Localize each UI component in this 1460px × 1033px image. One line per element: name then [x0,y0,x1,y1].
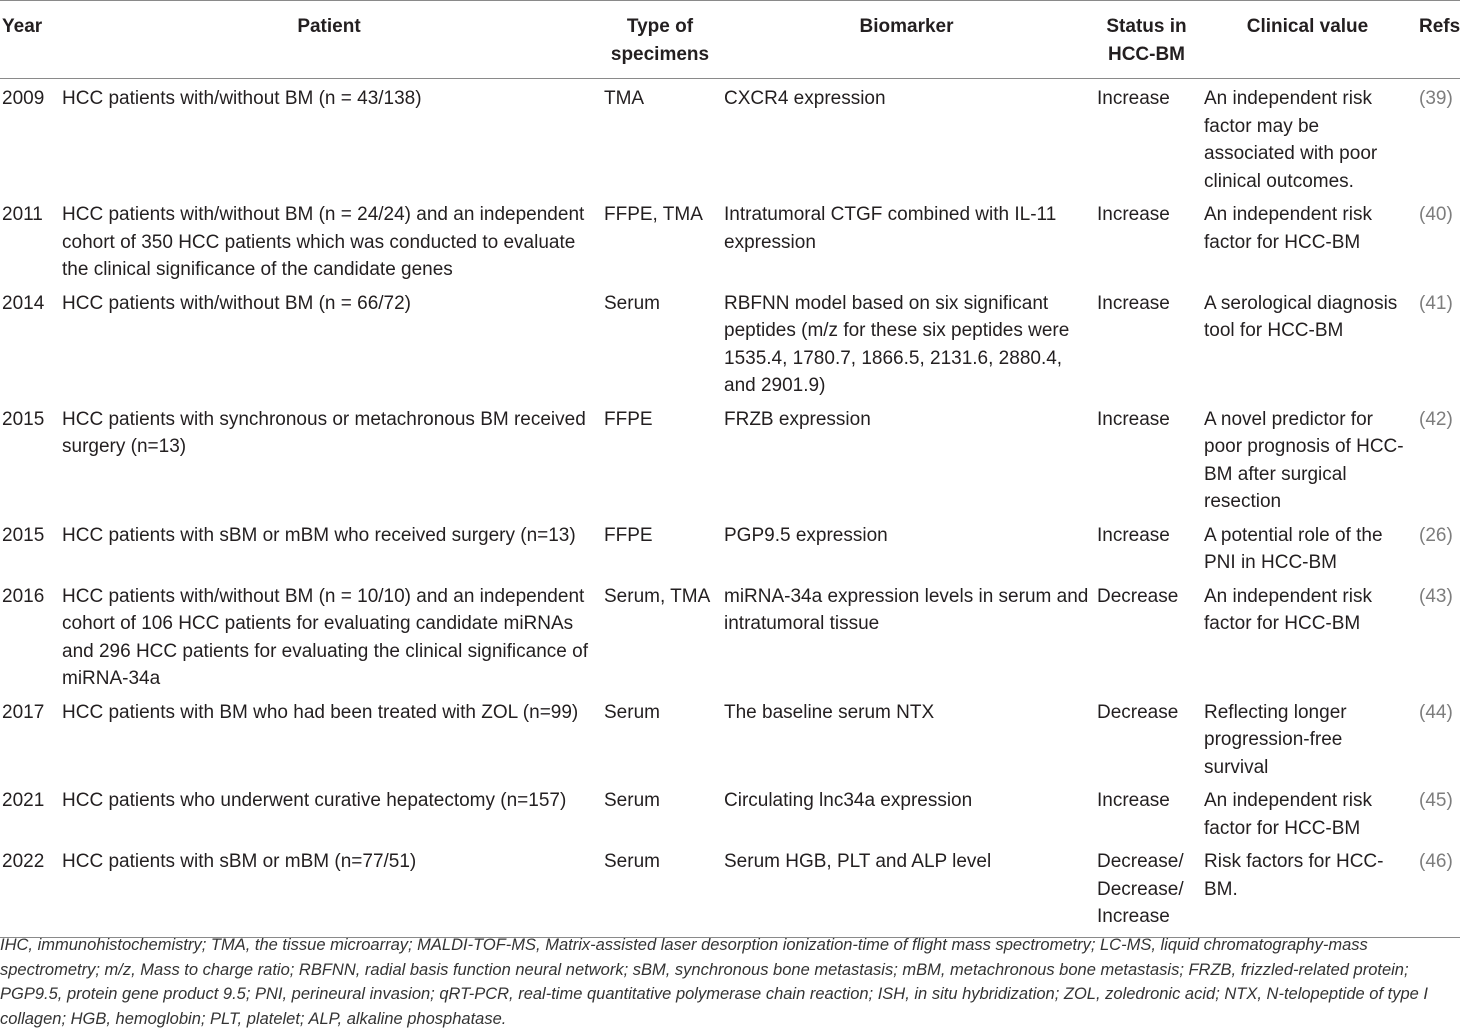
cell-refs: (26) [1419,524,1453,546]
header-refs: Refs [1419,16,1460,37]
cell-refs: (40) [1419,204,1453,225]
cell-refs: (39) [1419,88,1453,109]
cell-biomarker: Intratumoral CTGF combined with IL-11 expression [724,204,1057,253]
cell-year: 2015 [2,524,45,546]
cell-type: FFPE [604,524,653,546]
cell-patient: HCC patients with synchronous or metachronous BM received surgery (n=13) [62,408,586,457]
cell-status: Increase [1097,292,1170,314]
cell-status: Decrease [1097,701,1179,723]
cell-status: Increase [1097,790,1170,811]
cell-type: Serum [604,292,660,314]
cell-patient: HCC patients with BM who had been treated with ZOL (n=99) [62,701,579,723]
table-row [0,400,1460,516]
header-status: Status in HCC-BM [1106,16,1187,65]
table-row [0,516,1460,577]
cell-biomarker: miRNA-34a expression levels in serum and intratumoral tissue [724,585,1089,634]
cell-year: 2015 [2,408,45,430]
cell-clinical-value: An independent risk factor for HCC-BM [1204,204,1372,253]
cell-biomarker: RBFNN model based on six significant peptides (m/z for these six peptides were 1535.4, 1780.7, 1866.5, 2131.6, 2880.4, and 2901.9) [724,292,1070,396]
cell-biomarker: PGP9.5 expression [724,524,888,546]
cell-clinical-value: An independent risk factor for HCC-BM [1204,790,1372,839]
cell-patient: HCC patients with/without BM (n = 43/138) [62,88,422,109]
table-row [0,577,1460,693]
cell-year: 2011 [2,204,43,225]
cell-biomarker: Serum HGB, PLT and ALP level [724,851,992,872]
table-header [0,1,1460,79]
cell-refs: (44) [1419,701,1453,723]
cell-refs: (46) [1419,851,1453,872]
header-biomarker: Biomarker [859,16,954,37]
cell-type: TMA [604,88,645,109]
cell-clinical-value: An independent risk factor for HCC-BM [1204,585,1372,634]
cell-status: Increase [1097,524,1170,546]
cell-biomarker: The baseline serum NTX [724,701,935,723]
cell-year: 2022 [2,851,45,872]
cell-patient: HCC patients who underwent curative hepatectomy (n=157) [62,790,567,811]
cell-refs: (42) [1419,408,1453,430]
cell-patient: HCC patients with sBM or mBM (n=77/51) [62,851,417,872]
cell-patient: HCC patients with/without BM (n = 66/72) [62,292,412,314]
cell-status: Increase [1097,88,1170,109]
cell-biomarker: FRZB expression [724,408,871,430]
cell-patient: HCC patients with/without BM (n = 10/10) and an independent cohort of 106 HCC patients for evaluating candidate miRNAs and 296 HCC patients for evaluating the clinical significance of miRNA-34a [62,585,588,689]
header-clinical-value: Clinical value [1246,16,1369,37]
table-body [0,79,1460,938]
cell-clinical-value: An independent risk factor may be associated with poor clinical outcomes. [1204,88,1378,192]
cell-clinical-value: Risk factors for HCC-BM. [1204,851,1384,900]
cell-refs: (43) [1419,585,1453,607]
header-type: Type of specimens [610,16,710,65]
header-patient: Patient [297,16,361,37]
cell-biomarker: Circulating lnc34a expression [724,790,973,811]
cell-refs: (41) [1419,292,1453,314]
cell-year: 2017 [2,701,45,723]
cell-type: Serum [604,790,660,811]
table-row [0,693,1460,782]
cell-refs: (45) [1419,790,1453,811]
cell-clinical-value: A potential role of the PNI in HCC-BM [1204,524,1383,573]
cell-patient: HCC patients with sBM or mBM who received surgery (n=13) [62,524,576,546]
cell-status: Decrease [1097,585,1179,607]
cell-type: FFPE [604,408,653,430]
cell-status: Increase [1097,204,1170,225]
cell-clinical-value: A serological diagnosis tool for HCC-BM [1204,292,1398,341]
cell-clinical-value: Reflecting longer progression-free survival [1204,701,1347,778]
cell-status: Decrease/ Decrease/ Increase [1097,851,1184,927]
table-row [0,284,1460,400]
cell-clinical-value: A novel predictor for poor prognosis of HCC-BM after surgical resection [1204,408,1404,512]
cell-year: 2016 [2,585,45,607]
cell-type: Serum [604,851,660,872]
cell-type: FFPE, TMA [604,204,703,225]
cell-year: 2021 [2,790,45,811]
cell-status: Increase [1097,408,1170,430]
table-row [0,842,1460,937]
cell-type: Serum, TMA [604,585,711,607]
cell-year: 2014 [2,292,45,314]
header-year: Year [2,16,43,37]
header-row [0,1,1460,79]
table-row [0,195,1460,284]
cell-patient: HCC patients with/without BM (n = 24/24) and an independent cohort of 350 HCC patients which was conducted to evaluate the clinical significance of the candidate genes [62,204,585,280]
cell-biomarker: CXCR4 expression [724,88,886,109]
table-footnote: IHC, immunohistochemistry; TMA, the tissue microarray; MALDI-TOF-MS, Matrix-assisted laser desorption ionization-time of flight mass spectrometry; LC-MS, liquid chromatography-mass spectrometry; m/z, Mass to charge ratio; RBFNN, radial basis function neural network; sBM, synchronous bone metastasis; mBM, metachronous bone metastasis; FRZB, frizzled-related protein; PGP9.5, protein gene product 9.5; PNI, perineural invasion; qRT-PCR, real-time quantitative polymerase chain reaction; ISH, in situ hybridization; ZOL, zoledronic acid; NTX, N-telopeptide of type I collagen; HGB, hemoglobin; PLT, platelet; ALP, alkaline phosphatase. [0,936,1428,1028]
table-row [0,79,1460,196]
table-row [0,781,1460,842]
cell-year: 2009 [2,88,45,109]
cell-type: Serum [604,701,660,723]
